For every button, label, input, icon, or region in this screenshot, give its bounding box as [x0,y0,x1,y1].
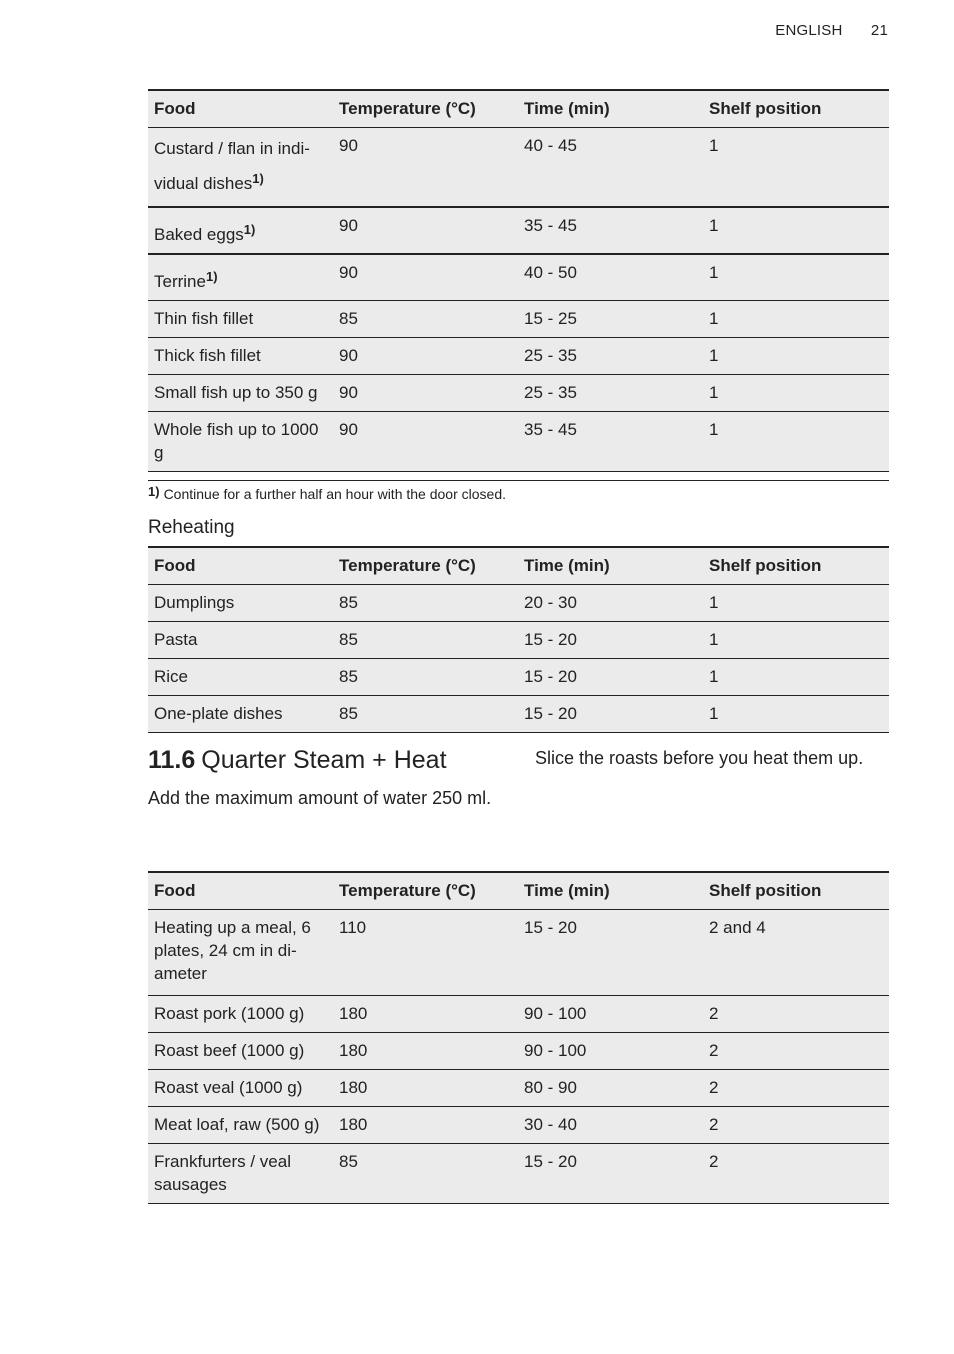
food-text: Custard / flan in indi- vidual dishes [154,139,310,193]
temperature-cell: 180 [333,1070,518,1107]
footnote-ref: 1) [205,269,218,284]
temperature-cell: 180 [333,996,518,1033]
table-row [148,412,889,472]
temperature-cell: 85 [333,622,518,659]
time-cell: 35 - 45 [518,412,703,472]
shelf-cell: 1 [703,207,889,254]
table-row [148,338,889,375]
shelf-cell: 2 [703,1107,889,1144]
table-row [148,254,889,301]
time-cell: 15 - 20 [518,622,703,659]
food-text: Terrine [154,272,206,291]
time-cell: 35 - 45 [518,207,703,254]
table-header-row [148,547,889,585]
shelf-cell: 1 [703,585,889,622]
table-row [148,910,889,996]
food-cell: Frankfurters / veal sausages [148,1144,333,1204]
food-text: Baked eggs [154,225,244,244]
temperature-cell: 180 [333,1107,518,1144]
table-row [148,1033,889,1070]
shelf-cell: 1 [703,254,889,301]
food-cell: Thin fish fillet [148,301,333,338]
shelf-cell: 2 [703,996,889,1033]
temperature-cell: 90 [333,375,518,412]
section-note: Slice the roasts before you heat them up. [535,748,864,768]
time-cell: 80 - 90 [518,1070,703,1107]
column-header-shelf: Shelf position [703,547,889,585]
food-cell: Thick fish fillet [148,338,333,375]
reheating-table [148,546,889,733]
food-cell: Small fish up to 350 g [148,375,333,412]
footnote-ref: 1) [243,222,256,237]
food-cell: Heating up a meal, 6 plates, 24 cm in di- ameter [148,910,333,996]
column-header-shelf: Shelf position [703,872,889,910]
column-header-temperature: Temperature (°C) [333,872,518,910]
time-cell: 25 - 35 [518,375,703,412]
time-cell: 20 - 30 [518,585,703,622]
temperature-cell: 90 [333,338,518,375]
table-row [148,659,889,696]
time-cell: 15 - 20 [518,659,703,696]
food-cell: Rice [148,659,333,696]
temperature-cell: 85 [333,585,518,622]
table-row [148,375,889,412]
shelf-cell: 1 [703,375,889,412]
temperature-cell: 90 [333,207,518,254]
column-header-food: Food [148,547,333,585]
table-footnote [148,480,889,502]
reheating-heading: Reheating [148,517,235,538]
shelf-cell: 2 [703,1144,889,1204]
temperature-cell: 90 [333,128,518,208]
time-cell: 90 - 100 [518,996,703,1033]
column-header-temperature: Temperature (°C) [333,547,518,585]
table-row [148,696,889,733]
table-row [148,622,889,659]
shelf-cell: 1 [703,301,889,338]
time-cell: 15 - 20 [518,1144,703,1204]
food-cell: Roast beef (1000 g) [148,1033,333,1070]
section-intro: Add the maximum amount of water 250 ml. [148,788,492,808]
time-cell: 90 - 100 [518,1033,703,1070]
time-cell: 40 - 45 [518,128,703,208]
food-cell [148,128,333,208]
language-label: ENGLISH [775,22,843,39]
column-header-time: Time (min) [518,547,703,585]
shelf-cell: 2 and 4 [703,910,889,996]
food-cell: Pasta [148,622,333,659]
column-header-time: Time (min) [518,90,703,128]
column-header-food: Food [148,872,333,910]
temperature-cell: 85 [333,659,518,696]
temperature-cell: 180 [333,1033,518,1070]
shelf-cell: 2 [703,1033,889,1070]
table-header-row [148,90,889,128]
shelf-cell: 2 [703,1070,889,1107]
steam-table [148,89,889,472]
temperature-cell: 90 [333,412,518,472]
food-cell: Whole fish up to 1000 g [148,412,333,472]
food-cell [148,207,333,254]
table-row [148,996,889,1033]
page-number: 21 [870,22,888,39]
table-row [148,1070,889,1107]
column-header-time: Time (min) [518,872,703,910]
temperature-cell: 90 [333,254,518,301]
shelf-cell: 1 [703,622,889,659]
temperature-cell: 85 [333,301,518,338]
table-row [148,1107,889,1144]
table-row [148,207,889,254]
shelf-cell: 1 [703,338,889,375]
food-cell: Roast veal (1000 g) [148,1070,333,1107]
food-cell: Roast pork (1000 g) [148,996,333,1033]
section-number: 11.6 [148,746,196,774]
section-heading [148,746,447,775]
food-cell [148,254,333,301]
shelf-cell: 1 [703,128,889,208]
shelf-cell: 1 [703,696,889,733]
time-cell: 15 - 25 [518,301,703,338]
temperature-cell: 85 [333,696,518,733]
food-cell: Meat loaf, raw (500 g) [148,1107,333,1144]
time-cell: 40 - 50 [518,254,703,301]
time-cell: 25 - 35 [518,338,703,375]
table-header-row [148,872,889,910]
page-header [775,22,888,39]
table-row [148,585,889,622]
footnote-text: Continue for a further half an hour with the door closed. [163,486,506,502]
shelf-cell: 1 [703,412,889,472]
column-header-food: Food [148,90,333,128]
section-title: Quarter Steam + Heat [201,746,447,774]
food-cell: One-plate dishes [148,696,333,733]
temperature-cell: 85 [333,1144,518,1204]
column-header-shelf: Shelf position [703,90,889,128]
table-row [148,301,889,338]
time-cell: 15 - 20 [518,910,703,996]
quarter-steam-table [148,871,889,1204]
food-cell: Dumplings [148,585,333,622]
time-cell: 15 - 20 [518,696,703,733]
table-row [148,1144,889,1204]
time-cell: 30 - 40 [518,1107,703,1144]
column-header-temperature: Temperature (°C) [333,90,518,128]
shelf-cell: 1 [703,659,889,696]
temperature-cell: 110 [333,910,518,996]
footnote-ref: 1) [252,171,264,186]
footnote-mark: 1) [148,484,160,499]
table-row [148,128,889,208]
